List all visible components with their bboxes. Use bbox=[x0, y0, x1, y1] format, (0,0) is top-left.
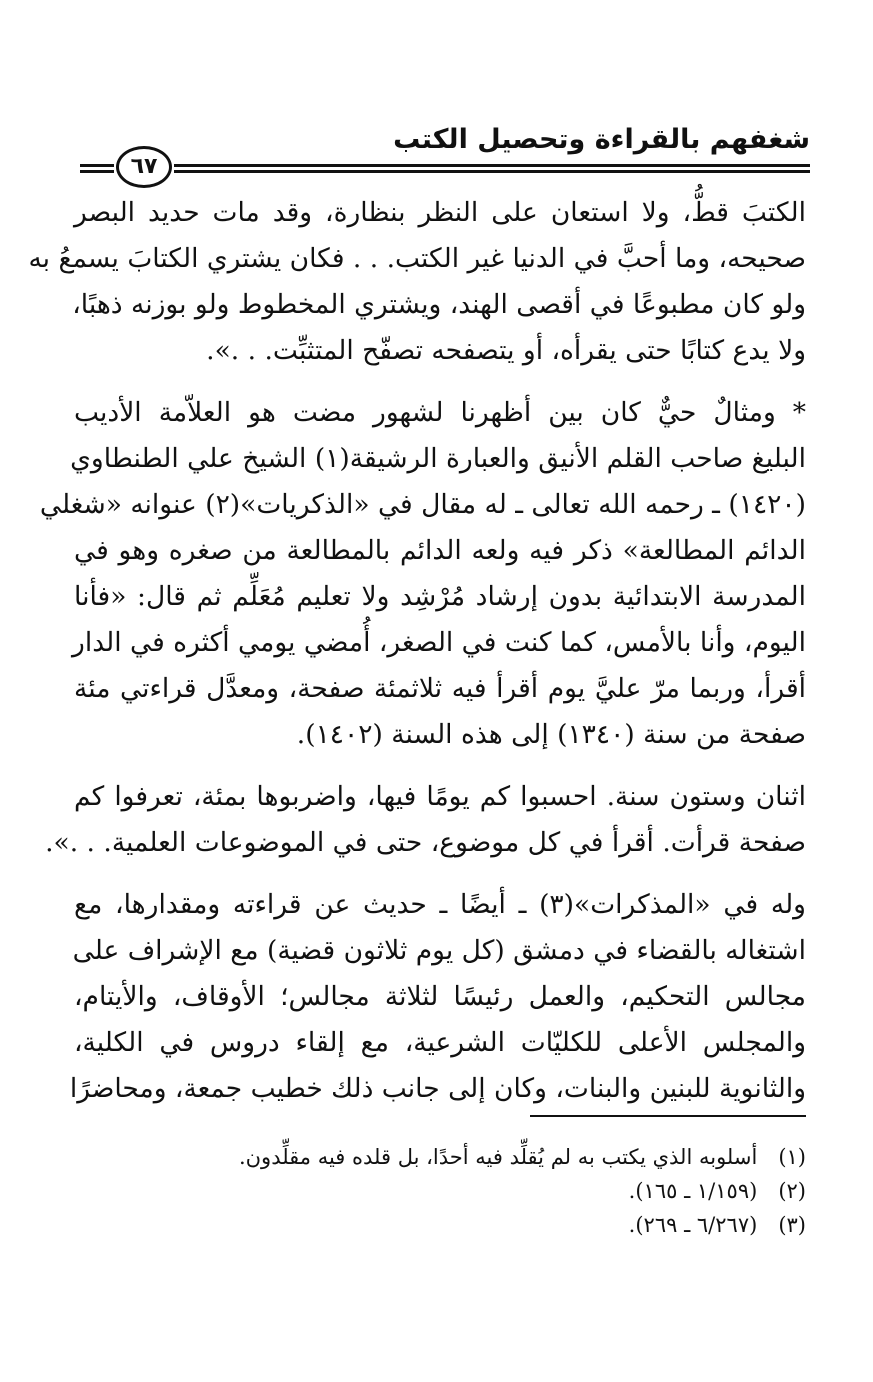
text-line: ولو كان مطبوعًا في أقصى الهند، ويشتري المخطوط ولو بوزنه ذهبًا، bbox=[72, 289, 806, 320]
footnotes bbox=[74, 1140, 806, 1242]
footnote-item bbox=[74, 1174, 806, 1208]
text-line: وله في «المذكرات»(٣) ـ أيضًا ـ حديث عن قراءته ومقدارها، مع bbox=[74, 889, 806, 920]
header-rule bbox=[174, 164, 810, 173]
footnote-item bbox=[74, 1208, 806, 1242]
footnote-text: (٦/٢٦٧ ـ ٢٦٩). bbox=[628, 1213, 758, 1237]
paragraph-2 bbox=[39, 390, 806, 758]
text-line: * ومثالٌ حيٌّ كان بين أظهرنا لشهور مضت هو العلاّمة الأديب bbox=[74, 397, 806, 428]
text-line: اثنان وستون سنة. احسبوا كم يومًا فيها، واضربوها بمئة، تعرفوا كم bbox=[74, 781, 806, 812]
text-line: (١٤٢٠) ـ رحمه الله تعالى ـ له مقال في «الذكريات»(٢) عنوانه «شغلي bbox=[39, 489, 806, 520]
paragraph-4 bbox=[69, 882, 806, 1112]
footnote-item bbox=[74, 1140, 806, 1174]
text-line: أقرأ، وربما مرّ عليَّ يوم أقرأ فيه ثلاثمئة صفحة، ومعدَّل قراءتي مئة bbox=[74, 673, 806, 704]
header-rule-stub bbox=[80, 164, 114, 173]
running-title: شغفهم بالقراءة وتحصيل الكتب bbox=[393, 124, 810, 155]
body-text bbox=[28, 190, 806, 1128]
footnote-text: (١/١٥٩ ـ ١٦٥). bbox=[628, 1179, 758, 1203]
text-line: البليغ صاحب القلم الأنيق والعبارة الرشيقة(١) الشيخ علي الطنطاوي bbox=[70, 443, 806, 474]
page-header bbox=[70, 118, 810, 188]
text-line: صفحة من سنة (١٣٤٠) إلى هذه السنة (١٤٠٢). bbox=[296, 719, 806, 750]
footnote-number: (٢) bbox=[778, 1179, 806, 1203]
text-line: مجالس التحكيم، والعمل رئيسًا لثلاثة مجالس؛ الأوقاف، والأيتام، bbox=[74, 981, 806, 1012]
footnote-number: (١) bbox=[778, 1145, 806, 1169]
text-line: والمجلس الأعلى للكليّات الشرعية، مع إلقاء دروس في الكلية، bbox=[74, 1027, 806, 1058]
text-line: صحيحه، وما أحبَّ في الدنيا غير الكتب. . . فكان يشتري الكتابَ يسمعُ به bbox=[28, 243, 806, 274]
page-number: ٦٧ bbox=[116, 146, 172, 188]
text-line: اشتغاله بالقضاء في دمشق (كل يوم ثلاثون قضية) مع الإشراف على bbox=[72, 935, 806, 966]
paragraph-3 bbox=[45, 774, 806, 866]
text-line: الدائم المطالعة» ذكر فيه ولعه الدائم بالمطالعة من صغره وهو في bbox=[74, 535, 806, 566]
text-line: والثانوية للبنين والبنات، وكان إلى جانب ذلك خطيب جمعة، ومحاضرًا bbox=[69, 1073, 806, 1104]
paragraph-1 bbox=[28, 190, 806, 374]
text-line: صفحة قرأت. أقرأ في كل موضوع، حتى في الموضوعات العلمية. . .». bbox=[45, 827, 806, 858]
text-line: المدرسة الابتدائية بدون إرشاد مُرْشِد ولا تعليم مُعَلِّم ثم قال: «فأنا bbox=[74, 581, 806, 612]
footnote-text: أسلوبه الذي يكتب به لم يُقلِّد فيه أحدًا، بل قلده فيه مقلِّدون. bbox=[238, 1145, 758, 1169]
text-line: اليوم، وأنا بالأمس، كما كنت في الصغر، أُمضي يومي أكثره في الدار bbox=[72, 627, 806, 658]
text-line: الكتبَ قطُّ، ولا استعان على النظر بنظارة، وقد مات حديد البصر bbox=[74, 197, 806, 228]
footnote-separator bbox=[530, 1115, 806, 1117]
footnote-number: (٣) bbox=[778, 1213, 806, 1237]
text-line: ولا يدع كتابًا حتى يقرأه، أو يتصفحه تصفّح المتثبِّت. . .». bbox=[206, 335, 806, 366]
